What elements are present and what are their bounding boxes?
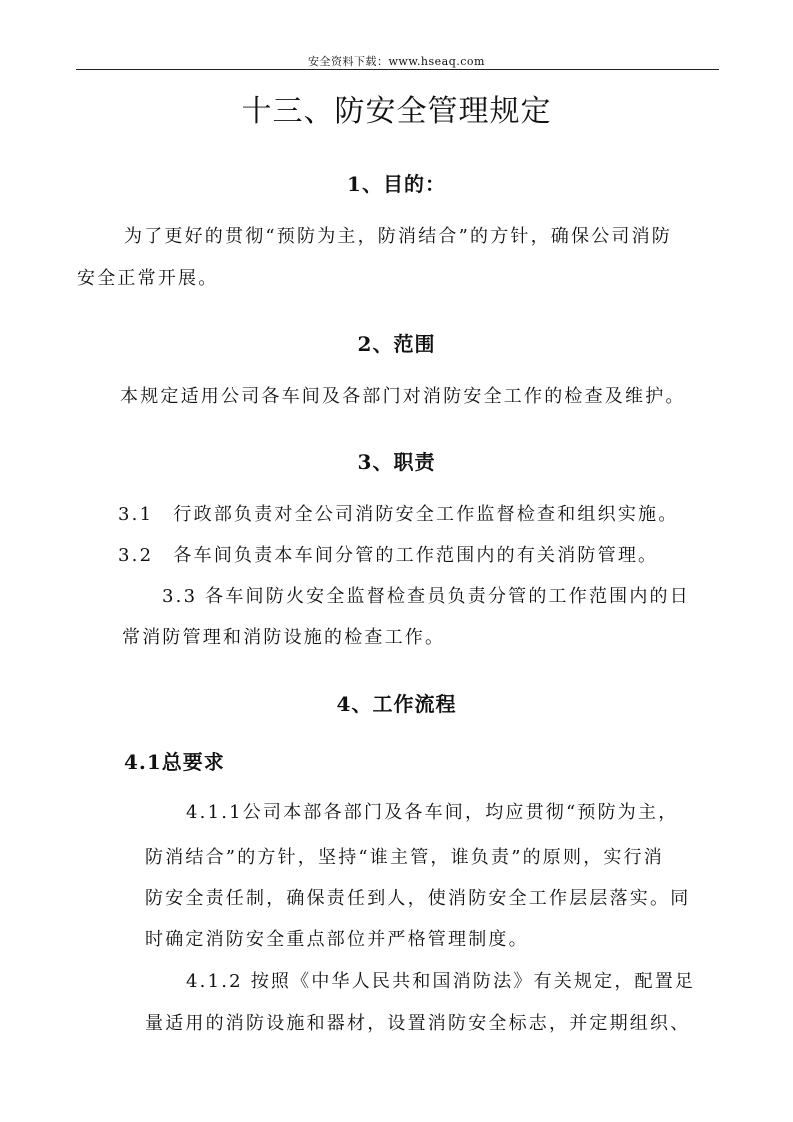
paragraph-line: 3.1 行政部负责对全公司消防安全工作监督检查和组织实施。 — [118, 504, 679, 525]
paragraph-line: 安全正常开展。 — [77, 268, 219, 289]
paragraph-line: 4.1.1公司本部各部门及各车间，均应贯彻“预防为主， — [186, 802, 679, 823]
paragraph-line: 3.3 各车间防火安全监督检查员负责分管的工作范围内的日 — [162, 586, 690, 607]
paragraph-line: 时确定消防安全重点部位并严格管理制度。 — [145, 929, 529, 950]
paragraph-line: 量适用的消防设施和器材，设置消防安全标志，并定期组织、 — [145, 1013, 691, 1034]
paragraph-line: 防安全责任制，确保责任到人，使消防安全工作层层落实。同 — [145, 888, 691, 909]
paragraph-line: 本规定适用公司各车间及各部门对消防安全工作的检查及维护。 — [120, 386, 686, 407]
section-4-heading: 4、工作流程 — [336, 692, 457, 716]
paragraph-line: 常消防管理和消防设施的检查工作。 — [122, 627, 446, 648]
section-2-heading: 2、范围 — [357, 332, 436, 356]
header-rule — [76, 69, 719, 70]
paragraph-line: 为了更好的贯彻“预防为主，防消结合”的方针，确保公司消防 — [124, 226, 673, 247]
paragraph-line: 3.2 各车间负责本车间分管的工作范围内的有关消防管理。 — [118, 545, 659, 566]
page-header: 安全资料下载：www.hseaq.com — [308, 55, 485, 68]
section-1-heading: 1、目的： — [347, 172, 446, 196]
paragraph-line: 4.1.2 按照《中华人民共和国消防法》有关规定，配置足 — [186, 971, 696, 992]
section-3-heading: 3、职责 — [357, 450, 436, 474]
subsection-4-1-heading: 4.1总要求 — [124, 750, 225, 774]
page-title: 十三、防安全管理规定 — [241, 94, 552, 129]
paragraph-line: 防消结合”的方针，坚持“谁主管，谁负责”的原则，实行消 — [145, 847, 665, 868]
